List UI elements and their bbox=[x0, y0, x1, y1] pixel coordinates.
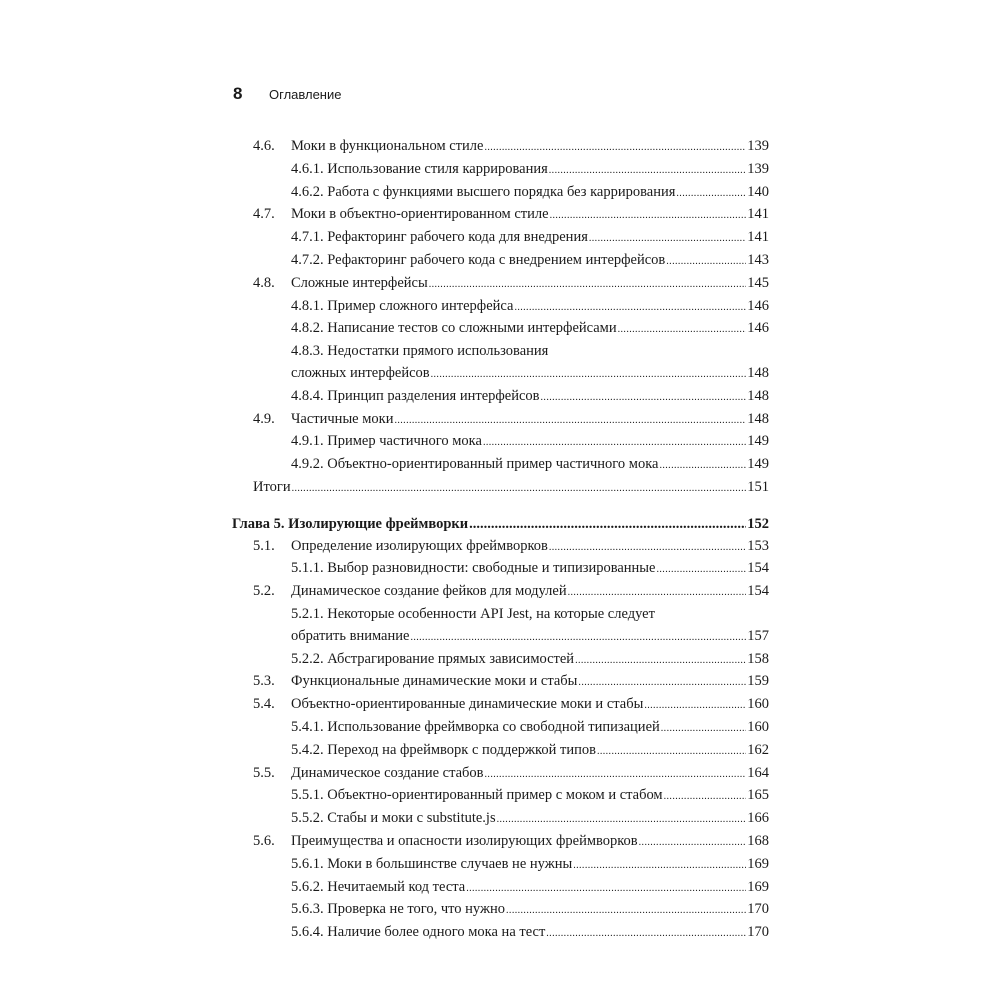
dot-leader bbox=[484, 137, 746, 159]
dot-leader bbox=[575, 650, 746, 672]
toc-entry-title: Преимущества и опасности изолирующих фреймворков bbox=[291, 832, 638, 849]
toc-page-number: 145 bbox=[747, 274, 769, 291]
toc-entry-title: 4.8.2. Написание тестов со сложными интерфейсами bbox=[291, 320, 617, 337]
toc-entry-number: 4.7. bbox=[253, 206, 275, 223]
toc-subsection-entry bbox=[232, 785, 769, 808]
toc-page-number: 169 bbox=[747, 855, 769, 872]
toc-subsection-entry bbox=[232, 318, 769, 341]
toc-page-number: 140 bbox=[747, 183, 769, 200]
toc-entry-title: 5.6.4. Наличие более одного мока на тест bbox=[291, 924, 546, 941]
toc-subsection-entry bbox=[232, 717, 769, 740]
toc-entry-title: 4.9.1. Пример частичного мока bbox=[291, 433, 482, 450]
toc-subsection-entry bbox=[232, 227, 769, 250]
toc-page-number: 139 bbox=[747, 160, 769, 177]
toc-page-number: 164 bbox=[747, 764, 769, 781]
dot-leader bbox=[497, 809, 746, 831]
toc-entry-title: 5.2.1. Некоторые особенности API Jest, на которые следует bbox=[291, 605, 655, 622]
toc-page-number: 148 bbox=[747, 410, 769, 427]
toc-section-entry bbox=[232, 204, 769, 227]
toc-section-entry bbox=[232, 671, 769, 694]
toc-entry-title: Глава 5. Изолирующие фреймворки bbox=[232, 515, 469, 532]
toc-page-number: 154 bbox=[747, 560, 769, 577]
dot-leader bbox=[589, 228, 746, 250]
toc-entry-title-continued: сложных интерфейсов bbox=[291, 364, 430, 381]
toc-entry bbox=[232, 477, 769, 500]
dot-leader bbox=[466, 878, 746, 900]
table-of-contents bbox=[232, 136, 769, 945]
toc-page-number: 146 bbox=[747, 297, 769, 314]
toc-section-entry bbox=[232, 763, 769, 786]
toc-entry-title-continued: обратить внимание bbox=[291, 627, 410, 644]
dot-leader bbox=[483, 432, 746, 454]
toc-entry-number: 5.2. bbox=[253, 583, 275, 600]
toc-subsection-entry bbox=[232, 159, 769, 182]
dot-leader bbox=[644, 695, 746, 717]
toc-subsection-entry bbox=[232, 877, 769, 900]
dot-leader bbox=[573, 855, 746, 877]
toc-subsection-entry bbox=[232, 431, 769, 454]
toc-subsection-entry bbox=[232, 649, 769, 672]
toc-entry-title: 5.6.3. Проверка не того, что нужно bbox=[291, 901, 506, 918]
toc-entry-title: 4.7.1. Рефакторинг рабочего кода для внедрения bbox=[291, 229, 588, 246]
toc-entry-title: Частичные моки bbox=[291, 410, 394, 427]
toc-entry-number: 5.1. bbox=[253, 537, 275, 554]
dot-leader bbox=[506, 900, 746, 922]
toc-page-number: 146 bbox=[747, 320, 769, 337]
toc-page-number: 151 bbox=[747, 478, 769, 495]
dot-leader bbox=[618, 319, 746, 341]
section-title: Оглавление bbox=[269, 87, 342, 102]
dot-leader bbox=[578, 672, 746, 694]
toc-page-number: 159 bbox=[747, 673, 769, 690]
dot-leader bbox=[469, 514, 746, 536]
toc-entry-title: Определение изолирующих фреймворков bbox=[291, 537, 548, 554]
dot-leader bbox=[541, 387, 746, 409]
toc-page-number: 169 bbox=[747, 878, 769, 895]
dot-leader bbox=[676, 183, 746, 205]
dot-leader bbox=[549, 160, 746, 182]
toc-entry-title: Итоги bbox=[253, 478, 291, 495]
toc-entry-title: 4.7.2. Рефакторинг рабочего кода с внедрением интерфейсов bbox=[291, 251, 666, 268]
toc-page-number: 153 bbox=[747, 537, 769, 554]
toc-entry-title: Моки в функциональном стиле bbox=[291, 138, 484, 154]
toc-entry-title: 4.9.2. Объектно-ориентированный пример частичного мока bbox=[291, 456, 659, 473]
dot-leader bbox=[410, 627, 746, 649]
toc-page-number: 160 bbox=[747, 696, 769, 713]
toc-section-entry bbox=[232, 409, 769, 432]
dot-leader bbox=[431, 364, 746, 386]
toc-entry-title: Объектно-ориентированные динамические моки и стабы bbox=[291, 696, 644, 713]
toc-chapter-entry bbox=[232, 514, 769, 536]
toc-subsection-entry bbox=[232, 296, 769, 319]
toc-entry-title: 5.1.1. Выбор разновидности: свободные и типизированные bbox=[291, 560, 656, 577]
toc-page-number: 162 bbox=[747, 741, 769, 758]
toc-entry-number: 5.5. bbox=[253, 764, 275, 781]
toc-entry-number: 5.3. bbox=[253, 673, 275, 690]
toc-page-number: 158 bbox=[747, 650, 769, 667]
toc-section-entry bbox=[232, 273, 769, 296]
toc-page-number: 149 bbox=[747, 456, 769, 473]
dot-leader bbox=[666, 251, 746, 273]
toc-subsection-entry bbox=[232, 808, 769, 831]
dot-leader bbox=[394, 410, 746, 432]
toc-entry-title: Динамическое создание фейков для модулей bbox=[291, 583, 567, 600]
running-header bbox=[233, 84, 341, 110]
toc-entry-title: 5.5.1. Объектно-ориентированный пример с моком и стабом bbox=[291, 787, 663, 804]
toc-entry-title: 5.2.2. Абстрагирование прямых зависимостей bbox=[291, 650, 575, 667]
toc-entry-title: 5.4.2. Переход на фреймворк с поддержкой типов bbox=[291, 741, 596, 758]
toc-section-entry bbox=[232, 581, 769, 604]
toc-entry-number: 5.6. bbox=[253, 832, 275, 849]
toc-subsection-entry bbox=[232, 922, 769, 945]
toc-page-number: 149 bbox=[747, 433, 769, 450]
dot-leader bbox=[546, 923, 746, 945]
toc-entry-title: 4.6.1. Использование стиля каррирования bbox=[291, 160, 548, 177]
toc-entry-number: 5.4. bbox=[253, 696, 275, 713]
toc-entry-title: 5.6.1. Моки в большинстве случаев не нужны bbox=[291, 855, 573, 872]
dot-leader bbox=[597, 741, 746, 763]
dot-leader bbox=[292, 478, 746, 500]
toc-subsection-entry bbox=[232, 182, 769, 205]
toc-entry-title: Моки в объектно-ориентированном стиле bbox=[291, 206, 549, 223]
toc-entry-title: 4.8.3. Недостатки прямого использования bbox=[291, 343, 549, 360]
toc-page-number: 152 bbox=[747, 515, 769, 532]
toc-entry-title: 4.6.2. Работа с функциями высшего порядка без каррирования bbox=[291, 183, 676, 200]
toc-subsection-entry bbox=[232, 740, 769, 763]
toc-section-entry bbox=[232, 136, 769, 159]
toc-entry-title: 5.4.1. Использование фреймворка со свободной типизацией bbox=[291, 718, 660, 735]
toc-entry-title: 5.5.2. Стабы и моки с substitute.js bbox=[291, 810, 496, 827]
toc-page-number: 139 bbox=[747, 138, 769, 154]
dot-leader bbox=[429, 274, 746, 296]
toc-subsection-entry bbox=[232, 604, 769, 649]
toc-page-number: 168 bbox=[747, 832, 769, 849]
toc-page-number: 157 bbox=[747, 627, 769, 644]
dot-leader bbox=[485, 764, 746, 786]
dot-leader bbox=[550, 205, 746, 227]
toc-page-number: 143 bbox=[747, 251, 769, 268]
toc-section-entry bbox=[232, 831, 769, 854]
toc-subsection-entry bbox=[232, 454, 769, 477]
dot-leader bbox=[659, 455, 746, 477]
toc-entry-title: 4.8.1. Пример сложного интерфейса bbox=[291, 297, 514, 314]
toc-page-number: 141 bbox=[747, 206, 769, 223]
toc-page-number: 166 bbox=[747, 810, 769, 827]
toc-entry-title: 5.6.2. Нечитаемый код теста bbox=[291, 878, 466, 895]
page-number: 8 bbox=[233, 84, 243, 103]
dot-leader bbox=[639, 832, 746, 854]
toc-subsection-entry bbox=[232, 854, 769, 877]
dot-leader bbox=[664, 786, 746, 808]
toc-page-number: 148 bbox=[747, 364, 769, 381]
dot-leader bbox=[568, 582, 746, 604]
toc-entry-title: Сложные интерфейсы bbox=[291, 274, 428, 291]
toc-page-number: 165 bbox=[747, 787, 769, 804]
toc-entry-number: 4.9. bbox=[253, 410, 275, 427]
toc-entry-title: 4.8.4. Принцип разделения интерфейсов bbox=[291, 387, 540, 404]
toc-entry-number: 4.8. bbox=[253, 274, 275, 291]
toc-page-number: 141 bbox=[747, 229, 769, 246]
toc-section-entry bbox=[232, 536, 769, 559]
toc-entry-number: 4.6. bbox=[253, 138, 275, 154]
toc-subsection-entry bbox=[232, 250, 769, 273]
toc-page-number: 170 bbox=[747, 924, 769, 941]
toc-subsection-entry bbox=[232, 386, 769, 409]
dot-leader bbox=[661, 718, 746, 740]
toc-entry-title: Динамическое создание стабов bbox=[291, 764, 484, 781]
toc-page-number: 170 bbox=[747, 901, 769, 918]
toc-subsection-entry bbox=[232, 558, 769, 581]
toc-page-number: 148 bbox=[747, 387, 769, 404]
toc-page-number: 154 bbox=[747, 583, 769, 600]
dot-leader bbox=[514, 297, 746, 319]
dot-leader bbox=[657, 559, 747, 581]
toc-subsection-entry bbox=[232, 341, 769, 386]
toc-subsection-entry bbox=[232, 899, 769, 922]
toc-section-entry bbox=[232, 694, 769, 717]
dot-leader bbox=[549, 537, 746, 559]
toc-entry-title: Функциональные динамические моки и стабы bbox=[291, 673, 578, 690]
toc-page-number: 160 bbox=[747, 718, 769, 735]
